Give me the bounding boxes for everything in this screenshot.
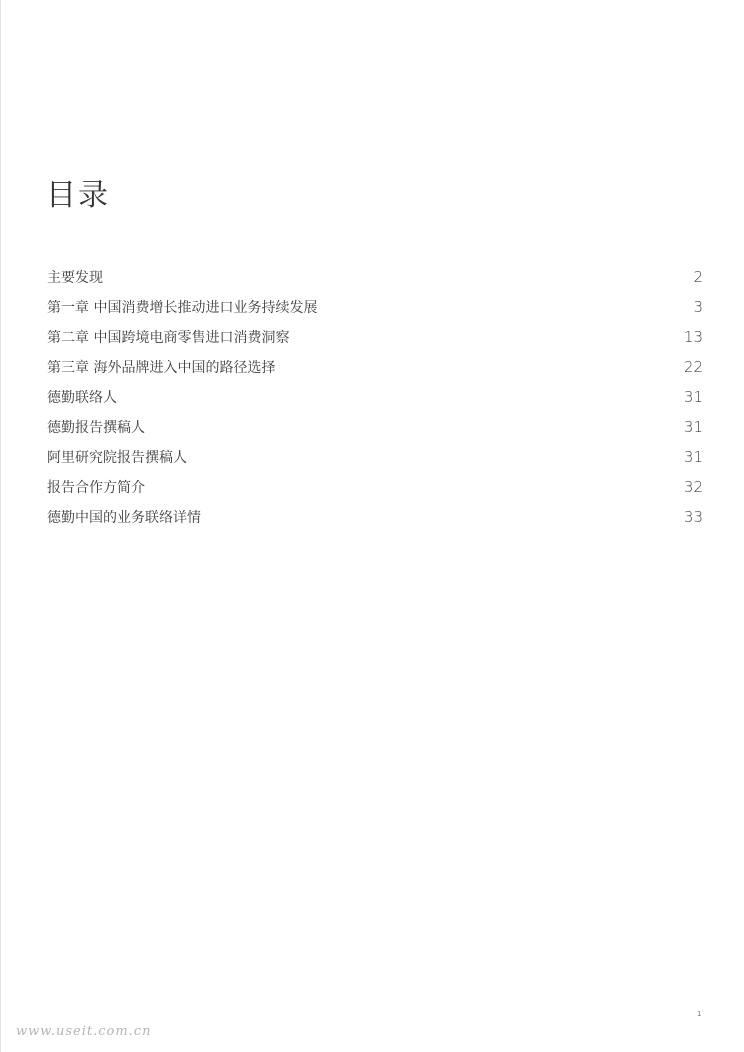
toc-entry-chapter-3[interactable] bbox=[47, 352, 703, 382]
toc-entry-label: 第三章 海外品牌进入中国的路径选择 bbox=[47, 360, 276, 376]
page-title: 目录 bbox=[46, 178, 110, 214]
toc-entry-page: 2 bbox=[693, 268, 703, 286]
toc-entry-label: 德勤中国的业务联络详情 bbox=[47, 510, 201, 526]
toc-entry-label: 阿里研究院报告撰稿人 bbox=[47, 450, 187, 466]
toc-entry-page: 22 bbox=[683, 358, 703, 376]
toc-entry-deloitte-authors[interactable] bbox=[47, 412, 703, 442]
watermark: www.useit.com.cn bbox=[16, 1024, 152, 1039]
toc-entry-page: 13 bbox=[683, 328, 703, 346]
toc-entry-chapter-2[interactable] bbox=[47, 322, 703, 352]
page-number: 1 bbox=[697, 1010, 702, 1018]
toc-entry-page: 33 bbox=[683, 508, 703, 526]
toc-entry-page: 31 bbox=[683, 418, 703, 436]
toc-entry-deloitte-china-contacts[interactable] bbox=[47, 502, 703, 532]
page-edge-rule bbox=[0, 0, 1, 1052]
toc-entry-partner-intro[interactable] bbox=[47, 472, 703, 502]
toc-entry-key-findings[interactable] bbox=[47, 262, 703, 292]
toc-entry-page: 32 bbox=[683, 478, 703, 496]
toc-entry-chapter-1[interactable] bbox=[47, 292, 703, 322]
toc-entry-label: 第一章 中国消费增长推动进口业务持续发展 bbox=[47, 300, 318, 316]
toc-entry-label: 报告合作方简介 bbox=[47, 480, 145, 496]
table-of-contents bbox=[47, 262, 703, 532]
toc-entry-page: 3 bbox=[693, 298, 703, 316]
toc-entry-aliresearch-authors[interactable] bbox=[47, 442, 703, 472]
toc-entry-label: 德勤报告撰稿人 bbox=[47, 420, 145, 436]
toc-entry-label: 第二章 中国跨境电商零售进口消费洞察 bbox=[47, 330, 290, 346]
toc-entry-page: 31 bbox=[683, 448, 703, 466]
toc-entry-deloitte-contacts[interactable] bbox=[47, 382, 703, 412]
toc-entry-page: 31 bbox=[683, 388, 703, 406]
toc-entry-label: 德勤联络人 bbox=[47, 390, 117, 406]
toc-entry-label: 主要发现 bbox=[47, 270, 103, 286]
